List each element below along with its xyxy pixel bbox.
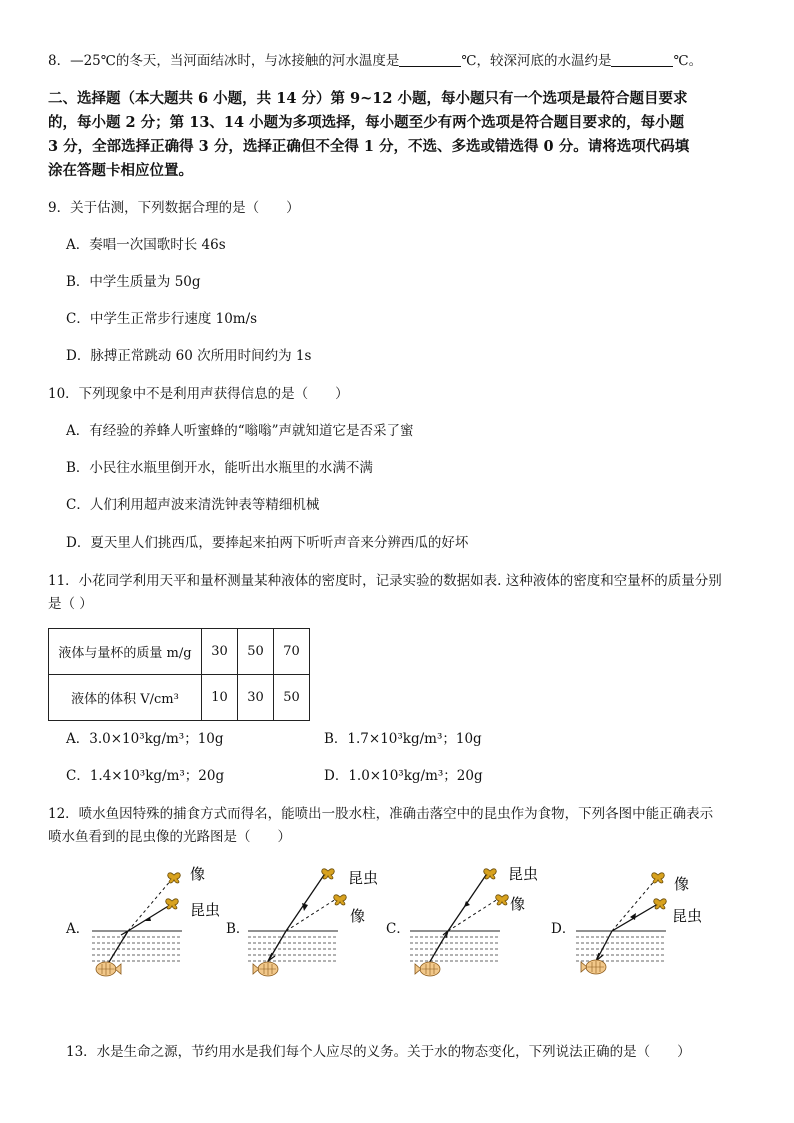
q8-unit-a: ℃，较深河底的水温约是 [461,53,612,69]
answer-blank[interactable] [611,52,673,67]
option-d[interactable]: D．脉搏正常跳动 60 次所用时间约为 1s [66,348,312,364]
question-8 [48,52,702,69]
butterfly-icon [168,873,181,883]
table-cell: 30 [238,675,274,721]
option-a[interactable]: A．奏唱一次国歌时长 46s [66,237,226,253]
table-cell: 50 [238,629,274,675]
option-c[interactable]: C．1.4×10³kg/m³；20g [66,768,225,784]
option-b[interactable]: B．小民往水瓶里倒开水，能听出水瓶里的水满不满 [66,460,373,476]
table-row [49,675,310,721]
table-row [49,629,310,675]
butterfly-icon [334,895,347,905]
insect-label: 昆虫 [508,865,539,883]
section-heading-line: 二、选择题（本大题共 6 小题，共 14 分）第 9~12 小题，每小题只有一个选项是最符合题目要求 [48,90,688,107]
optics-diagram-d[interactable] [572,855,722,990]
insect-label: 昆虫 [190,901,221,919]
diagram-c-label[interactable]: C． [386,921,410,937]
butterfly-icon [496,895,509,905]
fish-icon [581,960,606,974]
table-header-cell: 液体的体积 V/cm³ [49,675,202,721]
table-header-cell: 液体与量杯的质量 m/g [49,629,202,675]
option-c[interactable]: C．人们利用超声波来清洗钟表等精细机械 [66,497,320,513]
butterfly-icon [322,869,335,879]
butterfly-icon [484,869,497,879]
table-cell: 50 [274,675,310,721]
section-heading-line: 的，每小题 2 分；第 13、14 小题为多项选择，每小题至少有两个选项是符合题目要求的，每小题 [48,114,685,131]
table-cell: 70 [274,629,310,675]
table-cell: 30 [202,629,238,675]
butterfly-icon [652,873,665,883]
section-heading-line: 涂在答题卡相应位置。 [48,162,193,179]
optics-diagram-c[interactable] [406,855,556,990]
option-d[interactable]: D．夏天里人们挑西瓜，要捧起来拍两下听听声音来分辨西瓜的好坏 [66,535,469,551]
image-label: 像 [510,895,526,913]
question-11-stem: 是（ ） [48,596,93,612]
fish-icon [96,962,121,976]
question-13-stem: 13．水是生命之源，节约用水是我们每个人应尽的义务。关于水的物态变化，下列说法正确的是（ ） [66,1044,691,1060]
question-11-stem: 11．小花同学利用天平和量杯测量某种液体的密度时，记录实验的数据如表. 这种液体的密度和空量杯的质量分别 [48,573,722,589]
table-cell: 10 [202,675,238,721]
diagram-d-label[interactable]: D． [551,921,576,937]
butterfly-icon [166,899,179,909]
option-b[interactable]: B．1.7×10³kg/m³；10g [324,731,482,747]
question-12-stem: 喷水鱼看到的昆虫像的光路图是（ ） [48,829,291,845]
image-label: 像 [674,875,690,893]
q8-unit-b: ℃。 [673,53,703,69]
question-12-stem: 12．喷水鱼因特殊的捕食方式而得名，能喷出一股水柱，准确击落空中的昆虫作为食物，下列各图中能正确表示 [48,806,714,822]
insect-label: 昆虫 [672,907,703,925]
fish-icon [415,962,440,976]
question-10-stem: 10．下列现象中不是利用声获得信息的是（ ） [48,386,349,402]
diagram-a-label[interactable]: A． [66,921,90,937]
option-d[interactable]: D．1.0×10³kg/m³；20g [324,768,483,784]
fish-icon [253,962,278,976]
diagram-b-label[interactable]: B． [226,921,250,937]
image-label: 像 [190,865,206,883]
image-label: 像 [350,907,366,925]
butterfly-icon [654,899,667,909]
answer-blank[interactable] [399,52,461,67]
option-a[interactable]: A．有经验的养蜂人听蜜蜂的“嗡嗡”声就知道它是否采了蜜 [66,423,414,439]
option-c[interactable]: C．中学生正常步行速度 10m/s [66,311,258,327]
option-a[interactable]: A．3.0×10³kg/m³；10g [66,731,224,747]
optics-diagram-a[interactable] [88,855,238,990]
question-9-stem: 9．关于估测，下列数据合理的是（ ） [48,200,300,216]
option-b[interactable]: B．中学生质量为 50g [66,274,201,290]
optics-diagram-b[interactable] [244,855,394,990]
q8-text: 8．—25℃的冬天，当河面结冰时，与冰接触的河水温度是 [48,53,400,69]
data-table [48,628,310,721]
section-heading-line: 3 分，全部选择正确得 3 分，选择正确但不全得 1 分，不选、多选或错选得 0 分。请将选项代码填 [48,138,690,155]
insect-label: 昆虫 [348,869,379,887]
